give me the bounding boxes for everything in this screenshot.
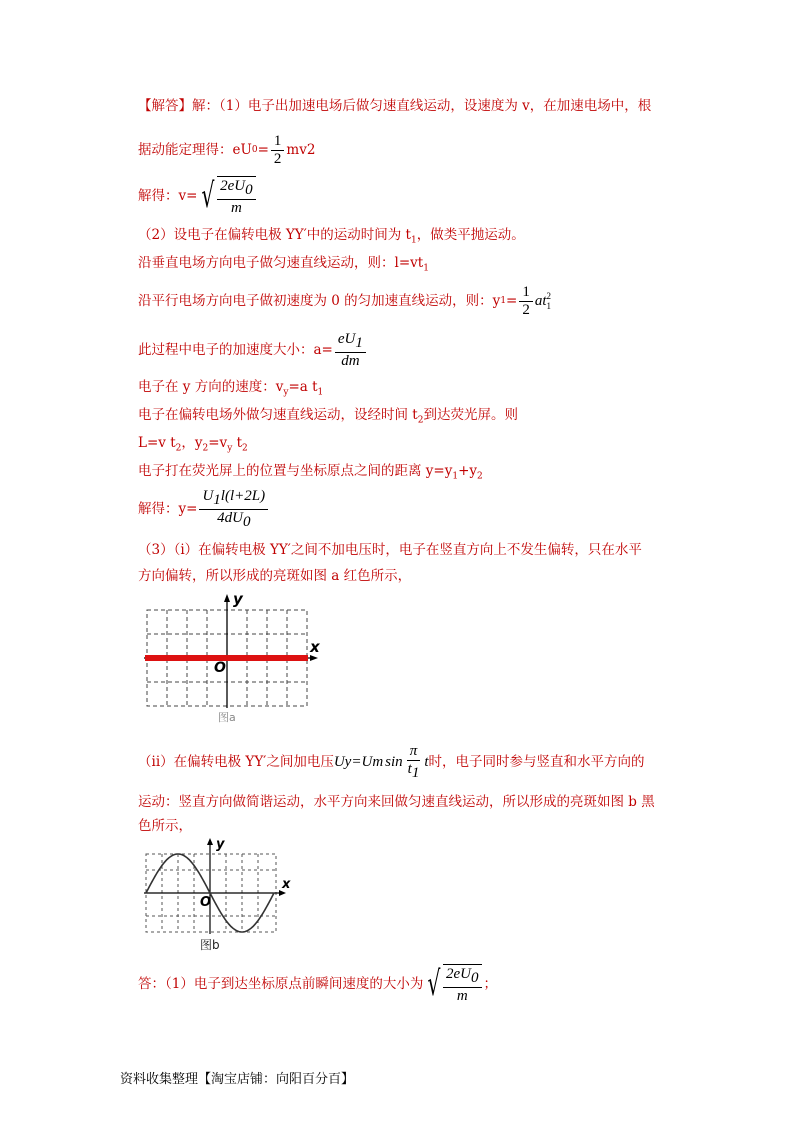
fraction-half — [519, 284, 533, 319]
text: = — [351, 754, 362, 770]
text: ； — [483, 976, 498, 992]
text: 4dU — [217, 509, 243, 526]
text: U — [333, 754, 345, 770]
velocity-solution-line — [138, 176, 258, 216]
text: sin — [385, 754, 403, 770]
origin-label: O — [214, 660, 226, 676]
subscript: 1 — [355, 334, 363, 351]
sqrt-expression — [197, 176, 257, 217]
sqrt-expression — [423, 964, 483, 1005]
outside-field-line — [138, 405, 518, 431]
subscript: 2 — [242, 443, 248, 454]
radical-sign: √ — [201, 176, 215, 216]
footer-source: 资料收集整理【淘宝店铺：向阳百分百】 — [120, 1072, 355, 1087]
figure-b — [138, 832, 308, 960]
text: at — [534, 292, 547, 309]
text: ，做类平抛运动。 — [416, 227, 525, 243]
text: 电子在偏转电场外做匀速直线运动，设经时间 t — [138, 407, 418, 423]
text: 方向偏转，所以形成的亮斑如图 a 红色所示， — [138, 568, 412, 584]
y-solution-line — [138, 489, 270, 529]
acceleration-line — [138, 330, 368, 370]
y-arrow — [224, 594, 230, 602]
text: 此过程中电子的加速度大小：a= — [138, 342, 333, 358]
text: U — [202, 487, 214, 504]
total-distance-line — [138, 461, 483, 487]
text: （2）设电子在偏转电极 YY′中的运动时间为 t — [138, 227, 411, 243]
text: 运动：竖直方向做简谐运动，水平方向来回做匀速直线运动，所以形成的亮斑如图 b 黑 — [138, 794, 655, 810]
subscript: 1 — [317, 387, 324, 398]
text: t — [407, 760, 412, 777]
numerator: eU — [337, 330, 356, 347]
denominator: m — [230, 199, 242, 216]
numerator: 2eU — [220, 177, 246, 194]
caption-b: 图b — [200, 938, 220, 952]
denominator: 2 — [273, 150, 282, 167]
denominator: dm — [341, 352, 360, 369]
x-axis-label: x — [310, 638, 320, 656]
caption-a: 图a — [218, 711, 236, 724]
subscript: 1 — [452, 471, 459, 482]
text: 电子打在荧光屏上的位置与坐标原点之间的距离 y=y — [138, 463, 453, 479]
subscript: 1 — [411, 764, 420, 781]
numerator: π — [407, 743, 421, 761]
subscript: 1 — [411, 235, 417, 246]
text: = — [257, 142, 269, 158]
fraction-half — [271, 133, 285, 168]
acceleration-fraction — [335, 331, 366, 370]
subscript: 1 — [546, 301, 552, 312]
subscript: 1 — [213, 491, 221, 508]
y-velocity-line — [138, 377, 323, 403]
denominator: 2 — [522, 301, 530, 318]
text: （ii）在偏转电极 YY′之间加电压 — [138, 754, 334, 770]
y-arrow — [207, 838, 213, 845]
part3-line-1 — [138, 540, 642, 560]
subscript: y — [344, 754, 352, 770]
motion-description-line — [138, 792, 655, 812]
subscript: 2 — [417, 415, 424, 426]
at-squared — [535, 291, 551, 312]
subscript: 2 — [175, 443, 182, 454]
text: = — [506, 293, 518, 309]
sqrt-fraction — [217, 176, 256, 217]
text: =v — [208, 435, 228, 451]
text: 电子在 y 方向的速度：v — [138, 379, 284, 395]
numerator: 1 — [519, 284, 533, 302]
text: 据动能定理得：eU — [138, 142, 252, 158]
subscript: 0 — [245, 181, 253, 198]
subscript: y — [283, 387, 289, 398]
text: 解得：y= — [138, 501, 198, 517]
horizontal-motion-line — [138, 253, 429, 279]
part3-line-2 — [138, 566, 411, 586]
text: mv2 — [286, 142, 316, 158]
text: 沿平行电场方向电子做初速度为 0 的匀加速直线运动，则：y — [138, 293, 501, 309]
y-axis-label: y — [216, 837, 225, 852]
y-axis-label: y — [233, 592, 243, 608]
text: L=v t — [138, 435, 176, 451]
numerator: 2eU — [446, 965, 472, 982]
text: 解得：v= — [138, 188, 198, 204]
text: 到达荧光屏。则 — [423, 407, 518, 423]
solution-heading-line — [138, 96, 651, 116]
subscript: m — [372, 754, 384, 770]
voltage-formula — [334, 743, 429, 782]
text: 答：（1）电子到达坐标原点前瞬间速度的大小为 — [138, 976, 424, 992]
denominator: m — [456, 987, 468, 1004]
subscript: 1 — [500, 296, 507, 306]
text: =a t — [288, 379, 318, 395]
y-solution-fraction — [199, 488, 268, 531]
text: 沿垂直电场方向电子做匀速直线运动，则：l=vt — [138, 255, 424, 271]
subscript: 2 — [477, 471, 483, 482]
x-axis-label: x — [282, 877, 291, 892]
text: 色所示， — [138, 818, 192, 834]
text: U — [361, 754, 373, 770]
vertical-motion-line — [138, 283, 551, 319]
subscript: 1 — [423, 263, 429, 274]
figure-a — [138, 592, 328, 724]
radical-sign: √ — [427, 964, 441, 1004]
subscript: 0 — [471, 969, 479, 986]
text: 时，电子同时参与竖直和水平方向的 — [428, 754, 645, 770]
text: （3）（i）在偏转电极 YY′之间不加电压时，电子在竖直方向上不发生偏转，只在水平 — [138, 542, 642, 558]
distance-equations-line — [138, 433, 248, 459]
pi-over-t1 — [405, 743, 423, 782]
applied-voltage-line — [138, 740, 645, 784]
numerator: 1 — [271, 133, 285, 151]
part2-intro-line — [138, 225, 525, 251]
sqrt-fraction — [443, 964, 482, 1005]
text: t — [424, 754, 429, 770]
text: 【解答】解：（1）电子出加速电场后做匀速直线运动，设速度为 v，在加速电场中，根 — [138, 98, 652, 114]
origin-label: O — [200, 895, 212, 910]
answer-line — [138, 962, 497, 1006]
text: +y — [458, 463, 478, 479]
text: ，y — [181, 435, 203, 451]
subscript: 0 — [251, 145, 258, 155]
text: t — [232, 435, 242, 451]
superscript: 2 — [546, 291, 552, 302]
text: l(l+2L) — [220, 487, 266, 504]
subscript: y — [227, 443, 233, 454]
subscript: 0 — [242, 513, 251, 530]
kinetic-energy-line — [138, 132, 315, 168]
subscript: 2 — [202, 443, 209, 454]
